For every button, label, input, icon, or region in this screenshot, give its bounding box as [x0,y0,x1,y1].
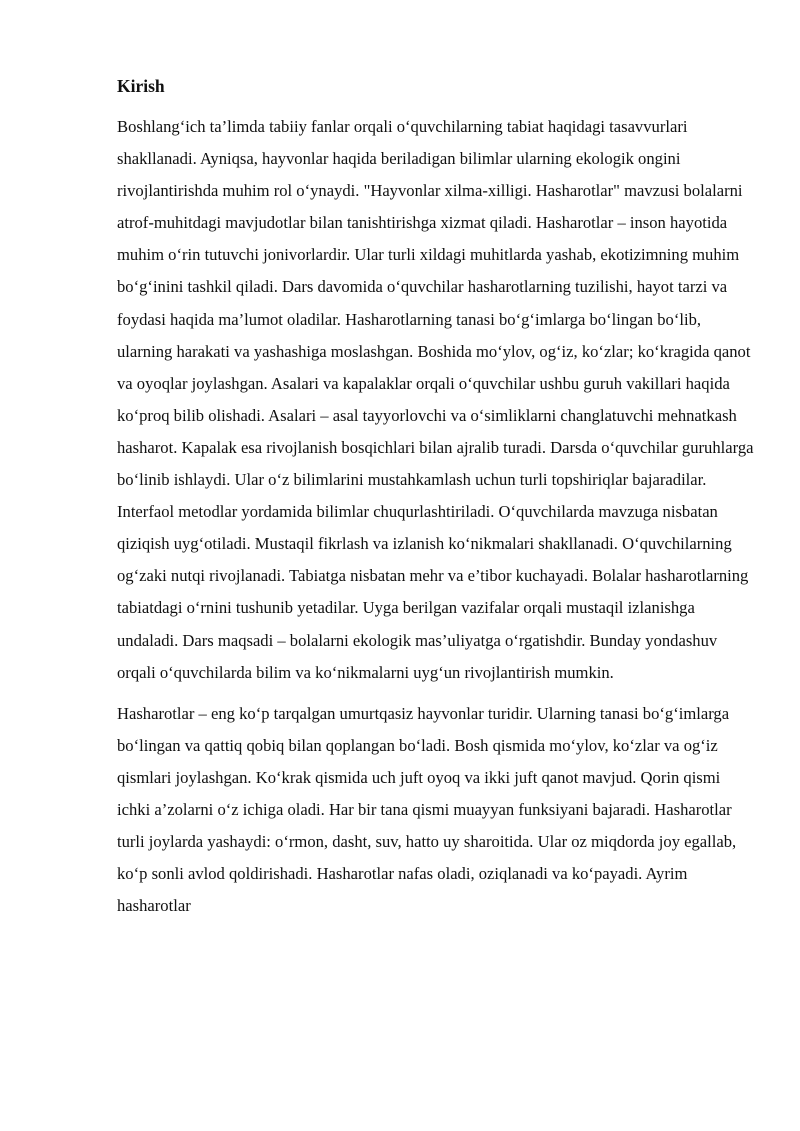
document-body [117,70,757,931]
section-heading: Kirish [117,76,165,96]
paragraph-insects: Hasharotlar – eng ko‘p tarqalgan umurtqasiz hayvonlar turidir. Ularning tanasi bo‘g‘imlarga bo‘lingan va qattiq qobiq bilan qoplangan bo‘ladi. Bosh qismida mo‘ylov, ko‘zlar va og‘iz qismlari joylashgan. Ko‘krak qismida uch juft oyoq va ikki juft qanot mavjud. Qorin qismi ichki a’zolarni o‘z ichiga oladi. Har bir tana qismi muayyan funksiyani bajaradi. Hasharotlar turli joylarda yashaydi: o‘rmon, dasht, suv, hatto uy sharoitida. Ular oz miqdorda joy egallab, ko‘p sonli avlod qoldirishadi. Hasharotlar nafas oladi, oziqlanadi va ko‘payadi. Ayrim hasharotlar [117,703,737,916]
paragraph-introduction: Boshlang‘ich ta’limda tabiiy fanlar orqali o‘quvchilarning tabiat haqidagi tasavvurlari shakllanadi. Ayniqsa, hayvonlar haqida beriladigan bilimlar ularning ekologik ongini rivojlantirishda muhim rol o‘ynaydi. "Hayvonlar xilma-xilligi. Hasharotlar" mavzusi bolalarni atrof-muhitdagi mavjudotlar bilan tanishtirishga xizmat qiladi. Hasharotlar – inson hayotida muhim o‘rin tutuvchi jonivorlardir. Ular turli xildagi muhitlarda yashab, ekotizimning muhim bo‘g‘inini tashkil qiladi. Dars davomida o‘quvchilar hasharotlarning tuzilishi, hayot tarzi va foydasi haqida ma’lumot oladilar. Hasharotlarning tanasi bo‘g‘imlarga bo‘lingan bo‘lib, ularning harakati va yashashiga moslashgan. Boshida mo‘ylov, og‘iz, ko‘zlar; ko‘kragida qanot va oyoqlar joylashgan. Asalari va kapalaklar orqali o‘quvchilar ushbu guruh vakillari haqida ko‘proq bilib olishadi. Asalari – asal tayyorlovchi va o‘simliklarni changlatuvchi mehnatkash hasharot. Kapalak esa rivojlanish bosqichlari bilan ajralib turadi. Darsda o‘quvchilar guruhlarga bo‘linib ishlaydi. Ular o‘z bilimlarini mustahkamlash uchun turli topshiriqlar bajaradilar. Interfaol metodlar yordamida bilimlar chuqurlashtiriladi. O‘quvchilarda mavzuga nisbatan qiziqish uyg‘otiladi. Mustaqil fikrlash va izlanish ko‘nikmalari shakllanadi. O‘quvchilarning og‘zaki nutqi rivojlanadi. Tabiatga nisbatan mehr va e’tibor kuchayadi. Bolalar hasharotlarning tabiatdagi o‘rnini tushunib yetadilar. Uyga berilgan vazifalar orqali mustaqil izlanishga undaladi. Dars maqsadi – bolalarni ekologik mas’uliyatga o‘rgatishdir. Bunday yondashuv orqali o‘quvchilarda bilim va ko‘nikmalarni uyg‘un rivojlantirish mumkin. [117,117,754,682]
